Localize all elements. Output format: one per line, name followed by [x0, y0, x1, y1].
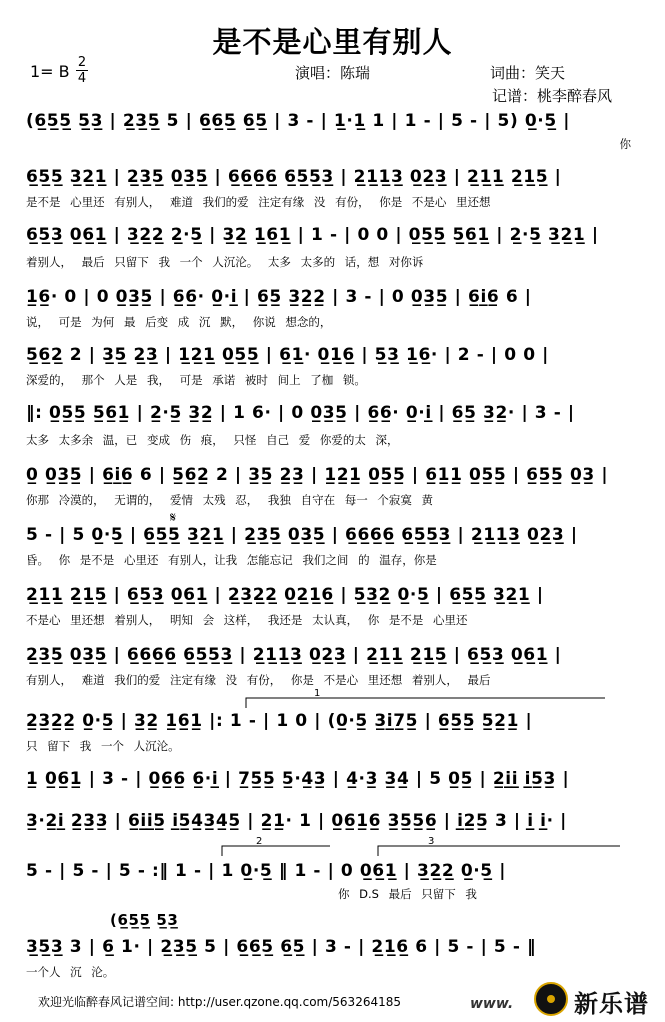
- lyric-line-9: 不是心 里还想 着别人， 明知 会 这样， 我还是 太认真， 你 是不是 心里还: [26, 613, 468, 627]
- time-signature-top: 2: [77, 55, 87, 70]
- site-logo: [532, 978, 662, 1020]
- watermark-www: www.: [470, 996, 514, 1012]
- music-line-7: 0̲ 0̲3̲5̲ | 6̲i̲6̲ 6 | 5̲6̲2̲ 2 | 3̲5̲ 2̲3̲ | 1̲2̲1̲ 0̲5̲5̲ | 6̲1̲1̲ 0̲5̲5̲ | 6̲5̲5̲ 0̲3̲ |: [26, 465, 609, 485]
- lyric-line-11: 只 留下 我 一个 人沉沦。: [26, 739, 180, 753]
- music-line-3: 6̲5̲3̲ 0̲6̲1̲ | 3̲2̲2̲ 2̲·5̲ | 3̲2̲ 1̲6̲1̲ | 1 - | 0 0 | 0̲5̲5̲ 5̲6̲1̲ | 2̲·5̲ 3̲2̲1̲ |: [26, 225, 599, 245]
- volta-1-label: 1: [314, 688, 321, 699]
- lyric-line-7: 你那 冷漠的， 无谓的， 爱情 太残 忍， 我独 自守在 每一 个寂寞 黄: [26, 493, 434, 507]
- arranger-credit: 记谱：桃李醉春风: [492, 87, 613, 105]
- music-line-6: ‖: 0̲5̲5̲ 5̲6̲1̲ | 2̲·5̲ 3̲2̲ | 1 6· | 0 0̲3̲5̲ | 6̲6̲· 0̲·i̲ | 6̲5̲ 3̲2̲· | 3 - |: [26, 403, 575, 423]
- singer-credit: 演唱：陈瑞: [295, 64, 371, 82]
- music-line-4: 1̲6̲· 0 | 0 0̲3̲5̲ | 6̲6̲· 0̲·i̲ | 6̲5̲ 3̲2̲2̲ | 3 - | 0 0̲3̲5̲ | 6̲i̲6̲ 6 |: [26, 287, 532, 307]
- upper-pickup-notes: (6̲5̲5̲ 5̲3̲: [110, 911, 179, 929]
- lyric-line-6: 太多 太多余 温，已 变成 伤 痕， 只怪 自己 爱 你爱的太 深，: [26, 433, 399, 447]
- time-signature: [76, 56, 88, 85]
- logo-text: 新乐谱: [574, 990, 649, 1018]
- music-line-13: 3̲·2̲i̲ 2̲3̲3̲ | 6̲i̲i̲5̲ i̲5̲4̲3̲4̲5̲ | 2̲1̲· 1 | 0̲6̲1̲6̲ 3̲5̲5̲6̲ | i̲2̲5̲ 3 | i̲ i̲· |: [26, 811, 567, 831]
- music-line-14: 5 - | 5 - | 5 - :‖ 1 - | 1 0̲·5̲ ‖ 1 - | 0 0̲6̲1̲ | 3̲2̲2̲ 0̲·5̲ |: [26, 861, 507, 881]
- time-signature-bottom: 4: [77, 71, 87, 86]
- volta-bracket-1: [246, 688, 605, 708]
- segno-sign: 𝄋: [170, 510, 177, 526]
- music-line-1: (6̲5̲5̲ 5̲3̲ | 2̲3̲5̲ 5 | 6̲6̲5̲ 6̲5̲ | 3 - | 1̲·1̲ 1 | 1 - | 5 - | 5) 0̲·5̲ |: [26, 111, 571, 131]
- volta-3-label: 3: [428, 836, 435, 847]
- lyric-line-2: 是不是 心里还 有别人， 难道 我们的爱 注定有缘 没 有份， 你是 不是心 里还想: [26, 195, 491, 209]
- lyric-line-1: 你: [619, 137, 631, 151]
- lyric-line-14: 你 D.S 最后 只留下 我: [338, 887, 477, 901]
- volta-2-label: 2: [256, 836, 263, 847]
- lyric-line-4: 说， 可是 为何 最 后变 成 沉 默， 你说 想念的，: [26, 315, 332, 329]
- music-line-5: 5̲6̲2̲ 2 | 3̲5̲ 2̲3̲ | 1̲2̲1̲ 0̲5̲5̲ | 6̲1̲· 0̲1̲6̲ | 5̲3̲ 1̲6̲· | 2 - | 0 0 |: [26, 345, 549, 365]
- lyric-line-10: 有别人， 难道 我们的爱 注定有缘 没 有份， 你是 不是心 里还想 着别人， 最后: [26, 673, 491, 687]
- song-title: 是不是心里有别人: [212, 25, 453, 59]
- music-line-15: 3̲5̲3̲ 3 | 6̲ 1· | 2̲3̲5̲ 5 | 6̲6̲5̲ 6̲5̲ | 3 - | 2̲1̲6̲ 6 | 5 - | 5 - ‖: [26, 937, 537, 957]
- music-line-2: 6̲5̲5̲ 3̲2̲1̲ | 2̲3̲5̲ 0̲3̲5̲ | 6̲6̲6̲6̲ 6̲5̲5̲3̲ | 2̲1̲1̲3̲ 0̲2̲3̲ | 2̲1̲1̲ 2̲1̲5̲ |: [26, 167, 562, 187]
- record-disc-icon: [534, 982, 568, 1016]
- music-line-9: 2̲1̲1̲ 2̲1̲5̲ | 6̲5̲3̲ 0̲6̲1̲ | 2̲3̲2̲2̲ 0̲2̲1̲6̲ | 5̲3̲2̲ 0̲·5̲ | 6̲5̲5̲ 3̲2̲1̲ |: [26, 585, 544, 605]
- music-line-12: 1̲ 0̲6̲1̲ | 3 - | 0̲6̲6̲ 6̲·i̲ | 7̲5̲5̲ 5̲·4̲3̲ | 4̲·3̲ 3̲4̲ | 5 0̲5̲ | 2̲i̲i̲ i̲5̲3̲ |: [26, 769, 570, 789]
- music-line-8: 5 - | 5 0̲·5̲ | 6̲5̲5̲ 3̲2̲1̲ | 2̲3̲5̲ 0̲3̲5̲ | 6̲6̲6̲6̲ 6̲5̲5̲3̲ | 2̲1̲1̲3̲ 0̲2̲3̲ |: [26, 525, 578, 545]
- lyric-line-3: 着别人， 最后 只留下 我 一个 人沉沦。 太多 太多的 话，想 对你诉: [26, 255, 424, 269]
- lyric-line-13: [26, 832, 638, 852]
- lyric-line-8: 昏。 你 是不是 心里还 有别人，让我 怎能忘记 我们之间 的 温存，你是: [26, 553, 437, 567]
- music-line-10: 2̲3̲5̲ 0̲3̲5̲ | 6̲6̲6̲6̲ 6̲5̲5̲3̲ | 2̲1̲1̲3̲ 0̲2̲3̲ | 2̲1̲1̲ 2̲1̲5̲ | 6̲5̲3̲ 0̲6̲1̲ |: [26, 645, 562, 665]
- footer-text: 欢迎光临醉春风记谱空间: http://user.qzone.qq.com/563264185: [38, 995, 402, 1009]
- lyric-line-5: 深爱的， 那个 人是 我， 可是 承诺 被时 间上 了枷 锁。: [26, 373, 366, 387]
- lyric-line-15: 一个人 沉 沦。: [26, 965, 115, 979]
- music-line-11: 2̲3̲2̲2̲ 0̲·5̲ | 3̲2̲ 1̲6̲1̲ |: 1 - | 1 0 | (0̲·5̲ 3̲i̲7̲5̲ | 6̲5̲5̲ 5̲2̲1̲ |: [26, 711, 533, 731]
- lyricist-credit: 词曲：笑天: [490, 64, 566, 82]
- key-signature: 1= B: [30, 62, 70, 81]
